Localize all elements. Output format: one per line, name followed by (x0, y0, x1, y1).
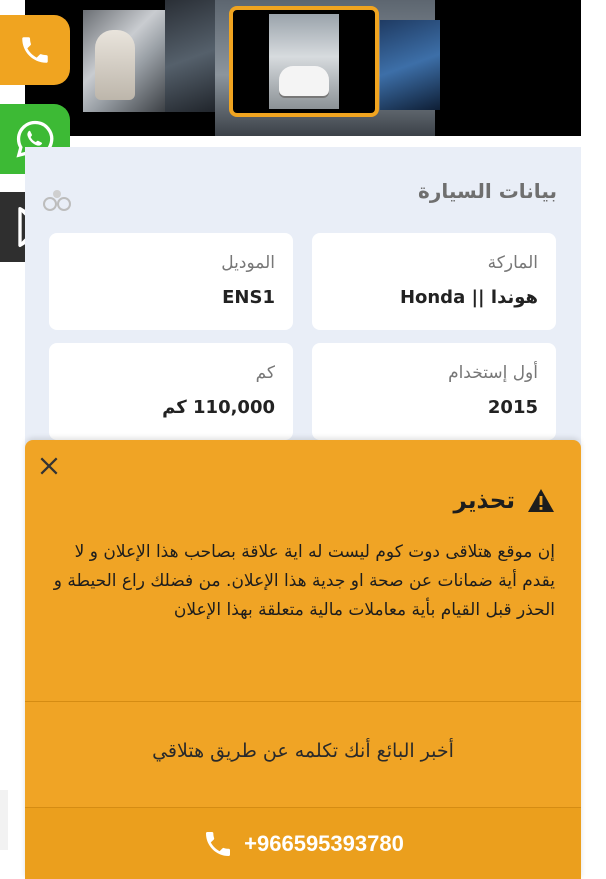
mileage-value: 110,000 كم (162, 397, 275, 418)
tell-seller-text: أخبر البائع أنك تكلمه عن طريق هتلاقي (152, 740, 454, 762)
close-icon (38, 455, 60, 477)
warning-text: إن موقع هتلاقى دوت كوم ليست له اية علاقة بصاحب هذا الإعلان و لا يقدم أية ضمانات عن صحة او جدية هذا الإعلان. من فضلك راع الحيطة و الحذر قبل القيام بأية معاملات مالية متعلقة بهذا الإعلان (53, 542, 555, 620)
model-value: ENS1 (222, 287, 275, 308)
first-use-card (312, 343, 556, 440)
model-label: الموديل (221, 253, 275, 273)
faint-logo-icon (40, 188, 74, 212)
brand-card (312, 233, 556, 330)
warning-triangle-icon (527, 488, 555, 514)
brand-label: الماركة (487, 253, 538, 273)
phone-number: +966595393780 (244, 830, 404, 856)
divider (25, 701, 581, 702)
section-title: بيانات السيارة (418, 179, 557, 203)
first-use-value: 2015 (487, 397, 538, 418)
selected-photo (269, 14, 339, 109)
seat-shape (95, 30, 135, 100)
first-use-label: أول إستخدام (448, 363, 538, 383)
phone-icon (18, 33, 52, 67)
mileage-label: كم (255, 363, 275, 383)
model-card (49, 233, 293, 330)
left-edge-strip (0, 790, 8, 850)
gallery-thumb-interior[interactable] (83, 10, 165, 112)
mileage-card (49, 343, 293, 440)
warning-modal (25, 440, 581, 879)
close-button[interactable] (35, 452, 63, 480)
warning-header (454, 488, 555, 514)
phone-icon (202, 828, 234, 860)
gallery-thumb-selected[interactable] (229, 6, 379, 117)
call-button[interactable] (0, 15, 70, 85)
phone-call-button[interactable] (25, 808, 581, 879)
white-car-shape (279, 66, 329, 96)
image-gallery (25, 0, 581, 136)
gallery-thumb-blue-car[interactable] (380, 20, 440, 110)
brand-value: هوندا || Honda (399, 287, 538, 308)
warning-title: تحذير (453, 488, 515, 514)
